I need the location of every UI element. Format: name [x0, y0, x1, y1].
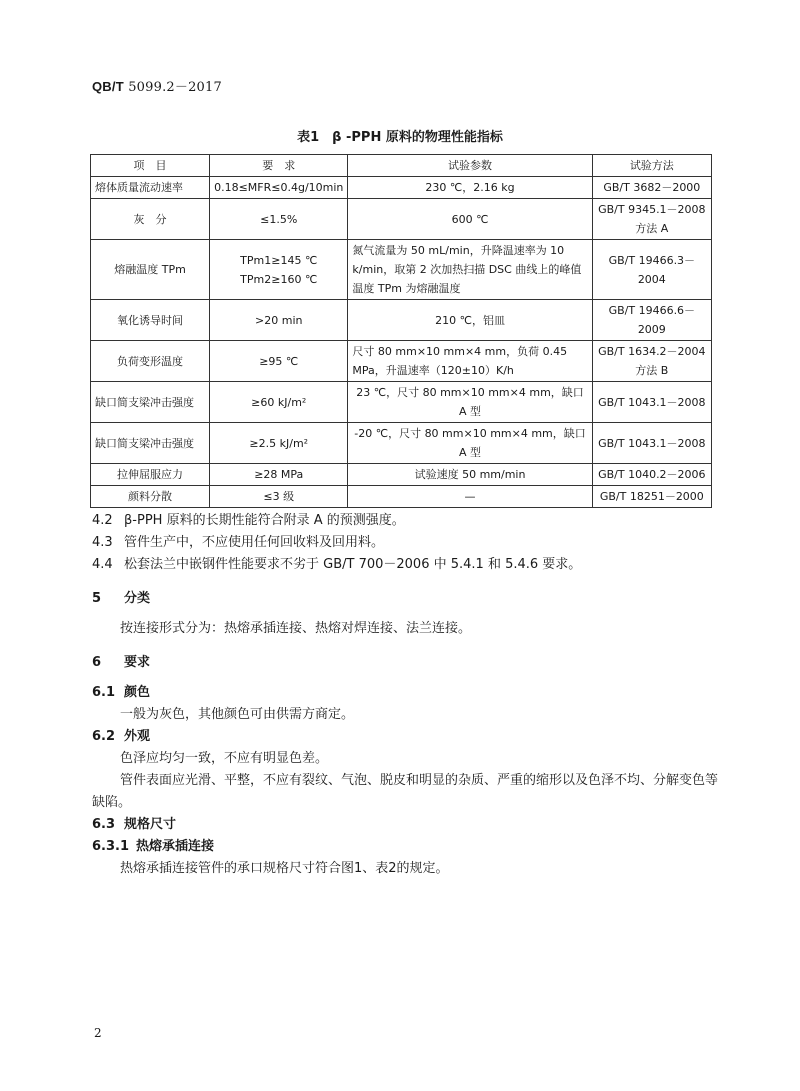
table-row	[91, 486, 712, 508]
row-requirement: ≤1.5%	[210, 199, 348, 240]
clause-4-2	[92, 510, 722, 532]
properties-table	[90, 154, 712, 508]
section-title: 规格尺寸	[124, 817, 177, 832]
row-method: GB/T 3682－2000	[592, 177, 711, 199]
section-6-1-heading	[92, 682, 722, 704]
table-row	[91, 423, 712, 464]
row-method: GB/T 1634.2－2004 方法 B	[592, 341, 711, 382]
row-method: GB/T 19466.6－2009	[592, 300, 711, 341]
clause-4-4	[92, 554, 722, 576]
row-requirement: ≥28 MPa	[210, 464, 348, 486]
table-row	[91, 300, 712, 341]
section-6-2-heading	[92, 726, 722, 748]
clause-text: 管件生产中，不应使用任何回收料及回用料。	[124, 535, 385, 550]
table-row	[91, 177, 712, 199]
clause-number: 4.2	[92, 513, 113, 528]
row-requirement: ≥2.5 kJ/m²	[210, 423, 348, 464]
table-header-row	[91, 155, 712, 177]
clause-text: 松套法兰中嵌钢件性能要求不劣于 GB/T 700－2006 中 5.4.1 和 5.4.6 要求。	[124, 557, 582, 572]
section-number: 6.1	[92, 685, 116, 700]
row-method: GB/T 1043.1－2008	[592, 382, 711, 423]
section-6-heading	[92, 652, 722, 674]
section-number: 5	[92, 591, 102, 606]
section-number: 6	[92, 655, 102, 670]
section-5-heading	[92, 588, 722, 610]
row-parameters: -20 ℃，尺寸 80 mm×10 mm×4 mm，缺口 A 型	[348, 423, 592, 464]
section-title: 外观	[124, 729, 151, 744]
row-item: 拉伸屈服应力	[91, 464, 210, 486]
row-parameters: 230 ℃，2.16 kg	[348, 177, 592, 199]
section-title: 要求	[124, 655, 151, 670]
section-6-3-1-heading	[92, 836, 722, 858]
row-item: 熔融温度 TPm	[91, 240, 210, 300]
row-parameters: 210 ℃，铝皿	[348, 300, 592, 341]
section-number: 6.3	[92, 817, 116, 832]
table-row	[91, 464, 712, 486]
header-item: 项 目	[91, 155, 210, 177]
row-parameters: 尺寸 80 mm×10 mm×4 mm，负荷 0.45 MPa，升温速率（120±10）K/h	[348, 341, 592, 382]
section-6-2-text-1: 色泽应均匀一致，不应有明显色差。	[120, 751, 329, 766]
body-text	[92, 510, 722, 880]
section-title: 颜色	[124, 685, 151, 700]
section-title: 热熔承插连接	[136, 839, 215, 854]
section-number: 6.2	[92, 729, 116, 744]
page-number: 2	[94, 1026, 102, 1040]
row-method: GB/T 1043.1－2008	[592, 423, 711, 464]
header-parameters: 试验参数	[348, 155, 592, 177]
row-item: 负荷变形温度	[91, 341, 210, 382]
row-item: 颜料分散	[91, 486, 210, 508]
clause-number: 4.4	[92, 557, 113, 572]
section-6-3-heading	[92, 814, 722, 836]
table-caption: 表1 β -PPH 原料的物理性能指标	[297, 130, 503, 145]
section-6-2-text-2: 管件表面应光滑、平整，不应有裂纹、气泡、脱皮和明显的杂质、严重的缩形以及色泽不均、分解变色等缺陷。	[92, 773, 719, 810]
standard-code	[92, 76, 222, 95]
row-item: 熔体质量流动速率	[91, 177, 210, 199]
row-parameters: 600 ℃	[348, 199, 592, 240]
table-row	[91, 382, 712, 423]
row-requirement: >20 min	[210, 300, 348, 341]
clause-text: β-PPH 原料的长期性能符合附录 A 的预测强度。	[124, 513, 405, 528]
clause-4-3	[92, 532, 722, 554]
clause-number: 4.3	[92, 535, 113, 550]
row-method: GB/T 19466.3－2004	[592, 240, 711, 300]
section-6-1-text: 一般为灰色，其他颜色可由供需方商定。	[120, 707, 355, 722]
row-requirement: ≤3 级	[210, 486, 348, 508]
table-row	[91, 341, 712, 382]
row-requirement: TPm1≥145 ℃ TPm2≥160 ℃	[210, 240, 348, 300]
row-item: 氧化诱导时间	[91, 300, 210, 341]
table-row	[91, 240, 712, 300]
header-method: 试验方法	[592, 155, 711, 177]
row-parameters: —	[348, 486, 592, 508]
table-row	[91, 199, 712, 240]
standard-number: 5099.2－2017	[128, 80, 222, 95]
section-title: 分类	[124, 591, 151, 606]
row-method: GB/T 9345.1－2008 方法 A	[592, 199, 711, 240]
section-number: 6.3.1	[92, 839, 130, 854]
row-item: 缺口简支梁冲击强度	[91, 382, 210, 423]
section-5-text: 按连接形式分为：热熔承插连接、热熔对焊连接、法兰连接。	[120, 621, 472, 636]
row-requirement: 0.18≤MFR≤0.4g/10min	[210, 177, 348, 199]
row-parameters: 试验速度 50 mm/min	[348, 464, 592, 486]
row-requirement: ≥60 kJ/m²	[210, 382, 348, 423]
standard-prefix: QB/T	[92, 79, 124, 94]
row-item: 缺口简支梁冲击强度	[91, 423, 210, 464]
header-requirement: 要 求	[210, 155, 348, 177]
row-parameters: 氮气流量为 50 mL/min，升降温速率为 10 k/min，取第 2 次加热扫描 DSC 曲线上的峰值温度 TPm 为熔融温度	[348, 240, 592, 300]
row-method: GB/T 18251－2000	[592, 486, 711, 508]
row-item: 灰 分	[91, 199, 210, 240]
row-method: GB/T 1040.2－2006	[592, 464, 711, 486]
row-requirement: ≥95 ℃	[210, 341, 348, 382]
section-6-3-1-text: 热熔承插连接管件的承口规格尺寸符合图1、表2的规定。	[120, 861, 449, 876]
row-parameters: 23 ℃，尺寸 80 mm×10 mm×4 mm，缺口 A 型	[348, 382, 592, 423]
